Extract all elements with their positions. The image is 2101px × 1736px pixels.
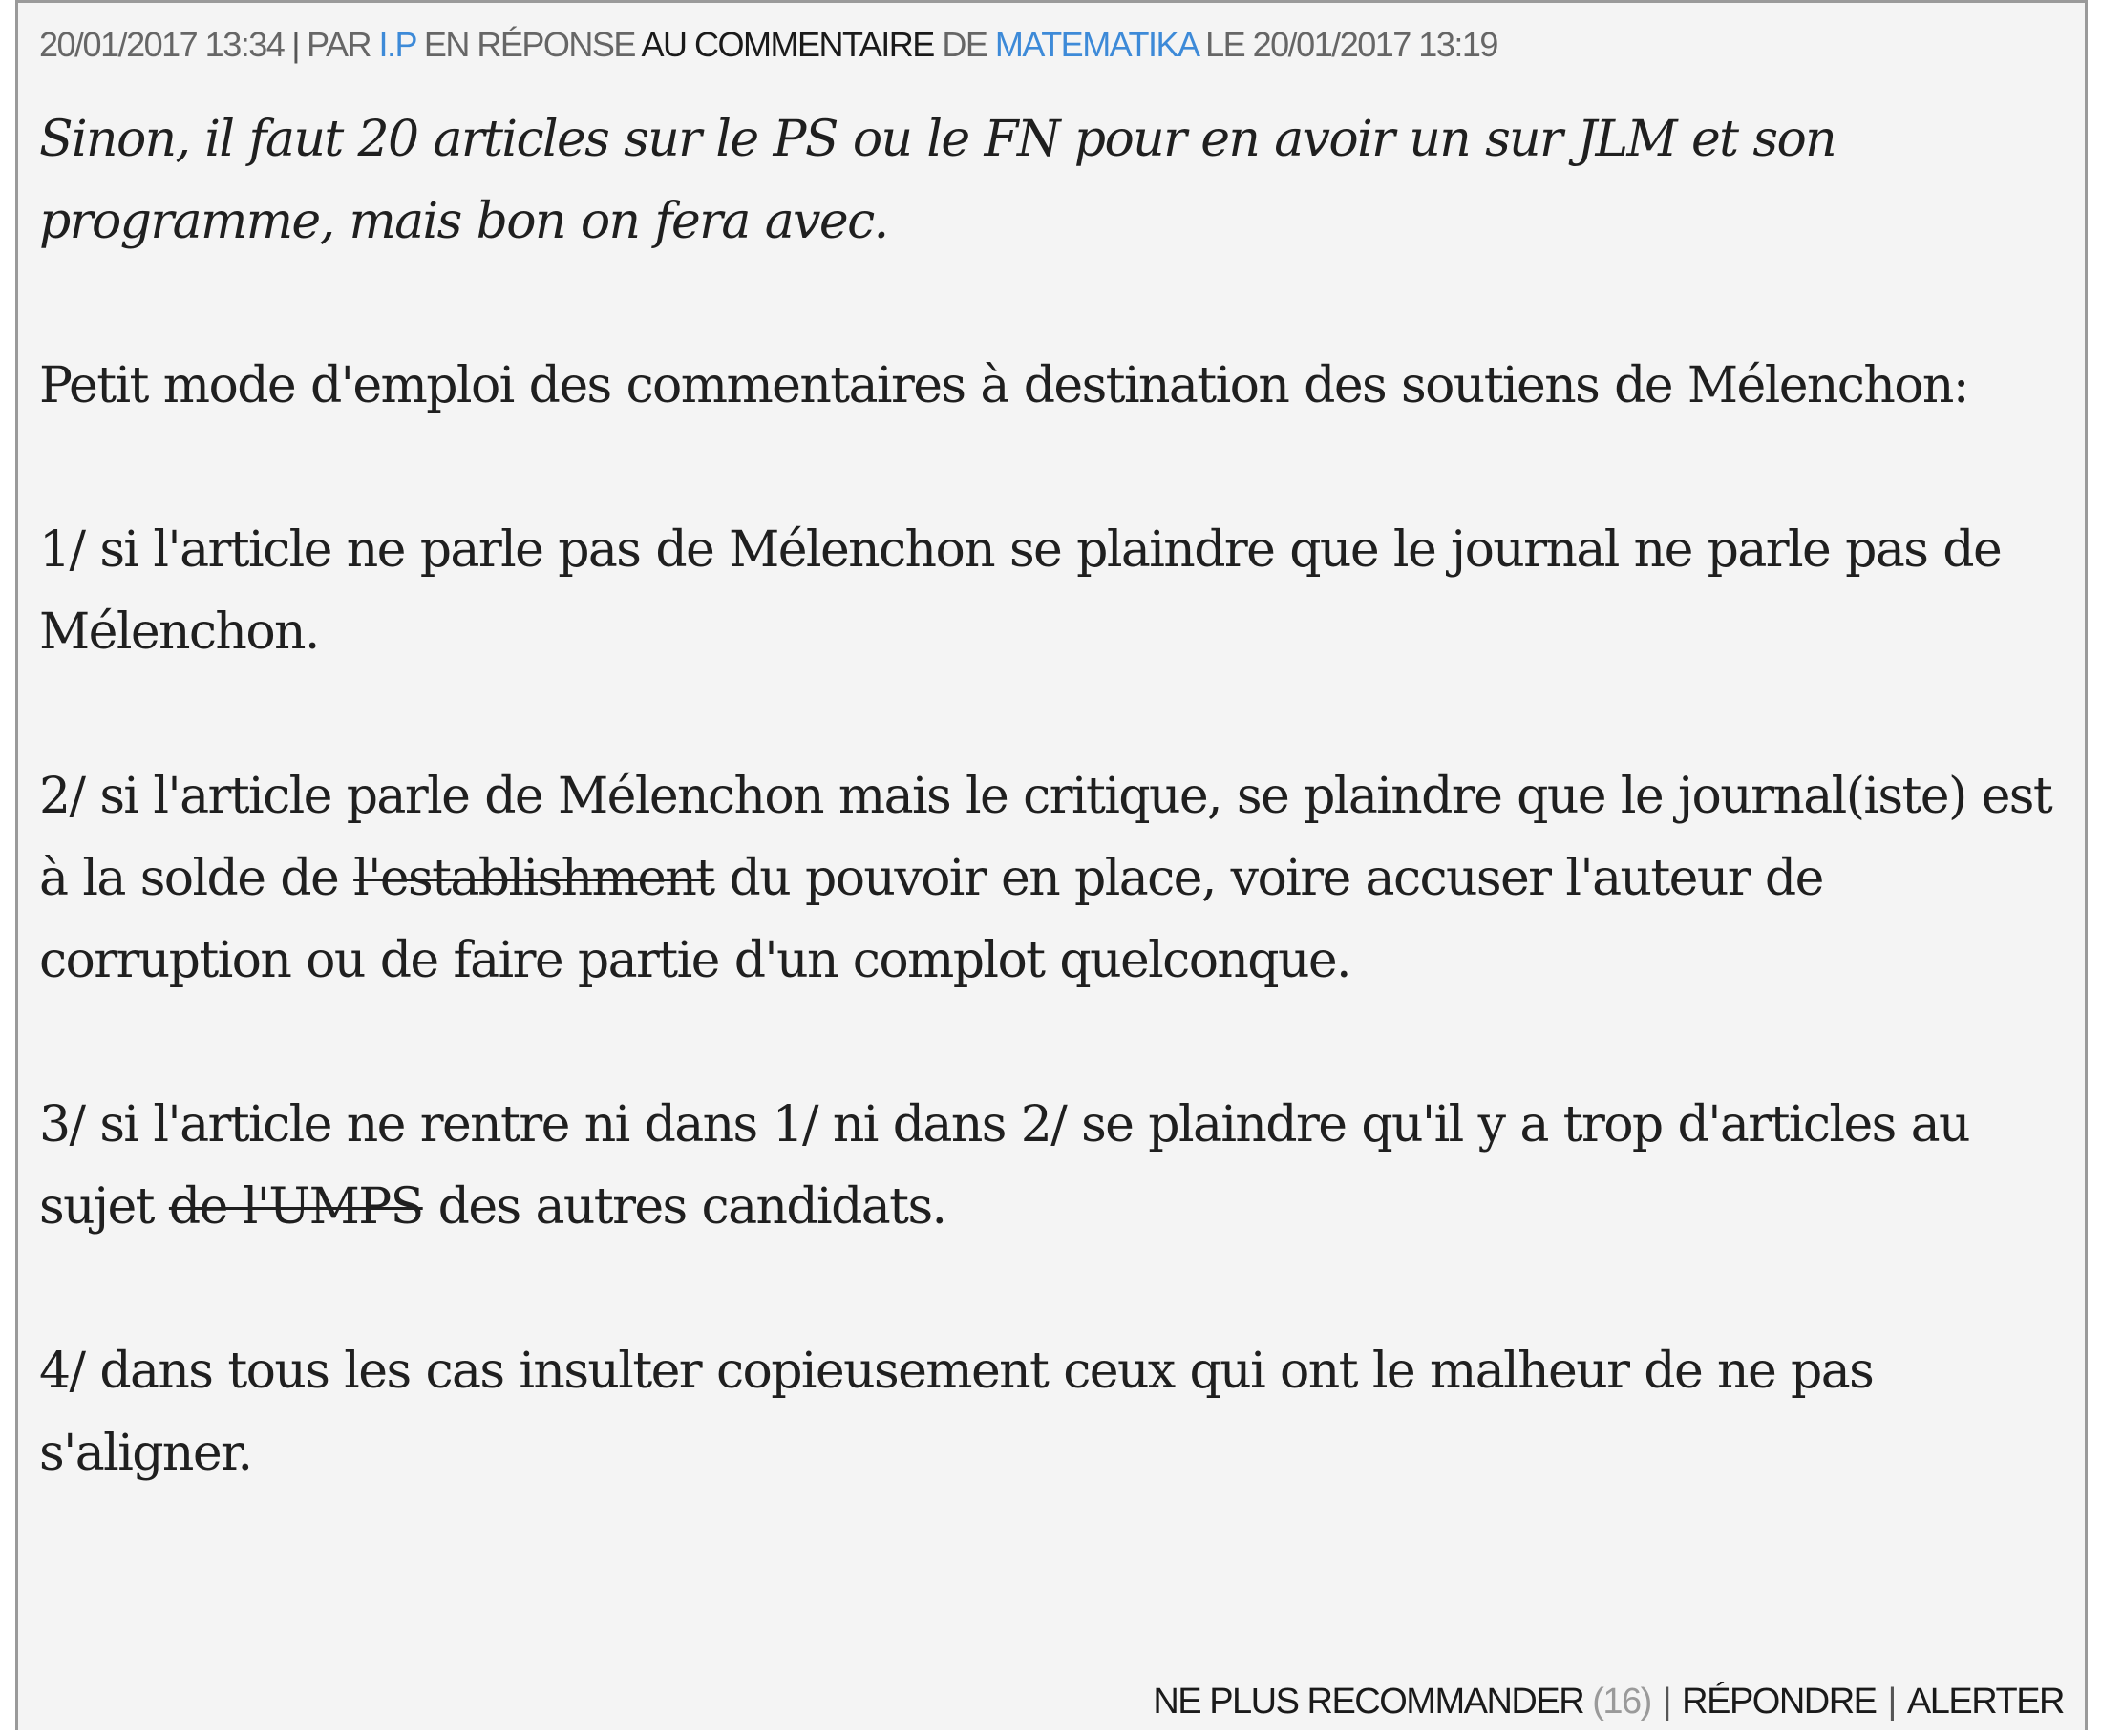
unrecommend-label: NE PLUS RECOMMANDER [1153, 1682, 1584, 1722]
recommend-count: (16) [1592, 1682, 1651, 1722]
meta-separator: | [291, 25, 300, 64]
point-3-text-before: 3/ si l'article ne rentre ni dans 1/ ni dans 2/ se plaindre qu'il y a trop d'articles au sujet [39, 1096, 1969, 1236]
of-label: DE [942, 25, 987, 64]
point-4-paragraph: 4/ dans tous les cas insulter copieusement ceux qui ont le malheur de ne pas s'aligner. [39, 1343, 1874, 1482]
comment-card [15, 0, 2088, 1730]
point-2-struck-text: l'establishment [353, 850, 714, 907]
intro-paragraph: Petit mode d'emploi des commentaires à destination des soutiens de Mélenchon: [39, 357, 1968, 414]
point-3-text-after: des autres candidats. [422, 1178, 946, 1236]
report-button[interactable]: ALERTER [1906, 1682, 2064, 1722]
point-3-paragraph [39, 1084, 2073, 1248]
reply-button[interactable]: RÉPONDRE [1682, 1682, 1877, 1722]
on-label: LE [1205, 25, 1245, 64]
in-reply-label: EN RÉPONSE [423, 25, 635, 64]
comment-body [39, 98, 2073, 1577]
point-2-text-after: du pouvoir en place, voire accuser l'auteur de corruption ou de faire partie d'un complot quelconque. [39, 850, 1823, 989]
action-separator: | [1662, 1682, 1671, 1722]
point-2-text-before: 2/ si l'article parle de Mélenchon mais le critique, se plaindre que le journal(iste) est à la solde de [39, 768, 2052, 907]
comment-actions [1153, 1678, 2064, 1725]
point-1-paragraph: 1/ si l'article ne parle pas de Mélenchon se plaindre que le journal ne parle pas de Mélenchon. [39, 521, 2002, 661]
comment-meta [39, 22, 1497, 68]
unrecommend-button[interactable] [1153, 1682, 1650, 1722]
author-link[interactable]: I.P [378, 25, 416, 64]
point-2-paragraph [39, 755, 2073, 1002]
parent-timestamp: 20/01/2017 13:19 [1252, 25, 1497, 64]
action-separator: | [1887, 1682, 1896, 1722]
comment-timestamp: 20/01/2017 13:34 [39, 25, 285, 64]
parent-comment-link[interactable]: AU COMMENTAIRE [641, 25, 934, 64]
quoted-text: Sinon, il faut 20 articles sur le PS ou le FN pour en avoir un sur JLM et son programme, mais bon on fera avec. [39, 111, 1836, 250]
parent-author-link[interactable]: MATEMATIKA [994, 25, 1198, 64]
by-label: PAR [307, 25, 371, 64]
point-3-struck-text: de l'UMPS [168, 1178, 423, 1236]
